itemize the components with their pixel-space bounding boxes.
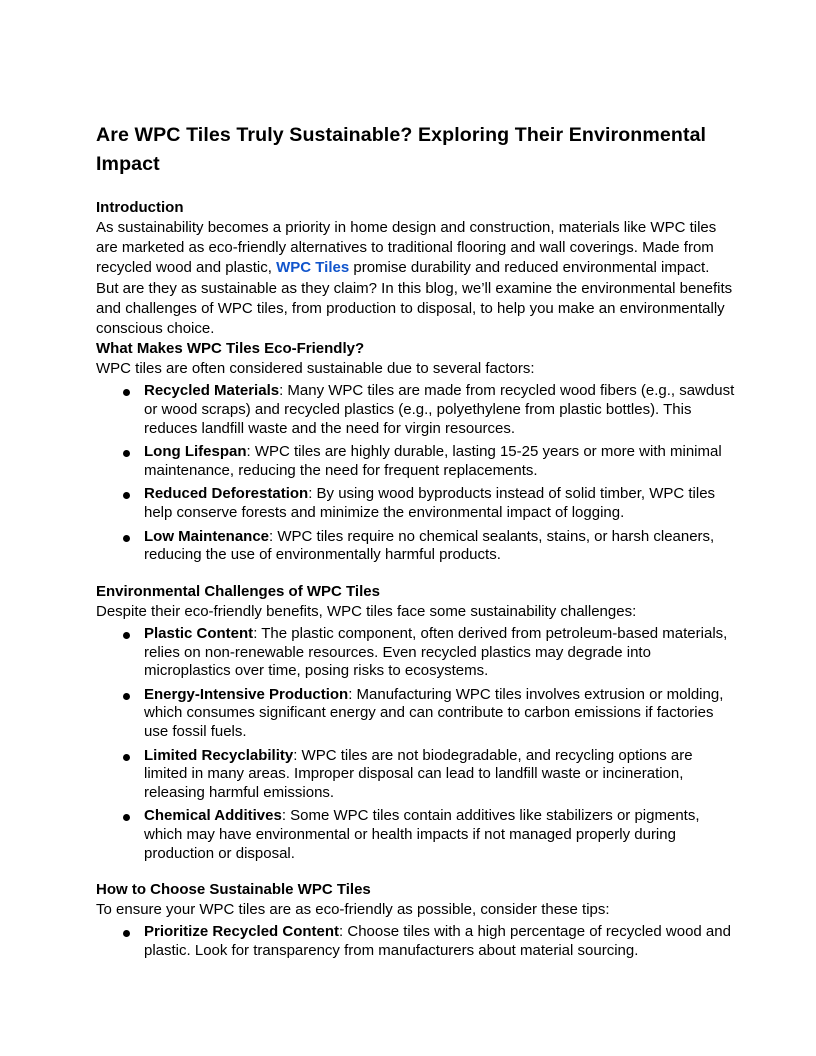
eco-lead: WPC tiles are often considered sustainable due to several factors: <box>96 360 535 378</box>
list-item-text: : WPC tiles require no chemical sealants, stains, or harsh cleaners, reducing the use of environmentally harmful products. <box>144 527 715 564</box>
intro-heading: Introduction <box>96 199 184 216</box>
choose-list <box>96 923 736 960</box>
eco-list <box>96 382 736 564</box>
wpc-tiles-link[interactable]: WPC Tiles <box>276 259 350 277</box>
list-item-term: Prioritize Recycled Content <box>144 923 340 941</box>
list-item-term: Energy-Intensive Production <box>144 685 349 703</box>
document-page <box>96 121 736 965</box>
list-item-text: : WPC tiles are not biodegradable, and recycling options are limited in many areas. Improper disposal can lead to landfill waste or incineration, releasing harmful emissions. <box>144 746 693 801</box>
list-item <box>96 747 736 803</box>
list-item <box>96 528 736 565</box>
intro-text-after-link: promise durability and reduced environmental impact. But are they as sustainable as they claim? In this blog, we’ll examine the environmental benefits and challenges of WPC tiles, from production to disposal, to help you make an environmentally conscious choice. <box>96 259 733 338</box>
bullet-icon <box>123 814 130 821</box>
bullet-icon <box>123 693 130 700</box>
eco-heading: What Makes WPC Tiles Eco-Friendly? <box>96 340 365 358</box>
list-item-text: : WPC tiles are highly durable, lasting 15-25 years or more with minimal maintenance, reducing the need for frequent replacements. <box>144 443 722 479</box>
list-item-term: Chemical Additives <box>144 807 282 825</box>
list-item-text: : Many WPC tiles are made from recycled wood fibers (e.g., sawdust or wood scraps) and recycled plastics (e.g., polyethylene from plastic bottles). This reduces landfill waste and the need for virgin resources. <box>144 382 735 437</box>
bullet-icon <box>123 754 130 761</box>
intro-section <box>96 198 736 339</box>
intro-text-before-link: As sustainability becomes a priority in home design and construction, materials like WPC tiles are marketed as eco-friendly alternatives to traditional flooring and wall coverings. Made from recycled wood and plastic, <box>96 219 717 277</box>
list-item-term: Recycled Materials <box>144 382 280 400</box>
page-title: Are WPC Tiles Truly Sustainable? Exploring Their Environmental Impact <box>96 124 707 175</box>
eco-section <box>96 339 736 565</box>
list-item <box>96 923 736 960</box>
list-item-text: : By using wood byproducts instead of solid timber, WPC tiles help conserve forests and minimize the environmental impact of logging. <box>144 485 716 521</box>
bullet-icon <box>123 389 130 396</box>
choose-heading: How to Choose Sustainable WPC Tiles <box>96 881 371 899</box>
list-item <box>96 807 736 863</box>
spacer <box>96 570 736 582</box>
intro-paragraph <box>96 218 736 339</box>
list-item <box>96 485 736 522</box>
list-item-term: Low Maintenance <box>144 527 270 545</box>
list-item-term: Limited Recyclability <box>144 746 294 764</box>
challenges-list <box>96 625 736 863</box>
list-item-term: Reduced Deforestation <box>144 485 309 503</box>
list-item <box>96 686 736 742</box>
challenges-heading: Environmental Challenges of WPC Tiles <box>96 582 380 600</box>
bullet-icon <box>123 450 130 457</box>
bullet-icon <box>123 632 130 639</box>
list-item-text: : The plastic component, often derived from petroleum-based materials, relies on non-renewable resources. Even recycled plastics may degrade into microplastics over time, posing risks to ecosystems. <box>144 624 728 680</box>
bullet-icon <box>123 930 130 937</box>
list-item-term: Long Lifespan <box>144 443 247 461</box>
challenges-section <box>96 582 736 863</box>
list-item <box>96 625 736 681</box>
list-item-term: Plastic Content <box>144 624 254 642</box>
list-item-text: : Manufacturing WPC tiles involves extrusion or molding, which consumes significant energy and can contribute to carbon emissions if factories use fossil fuels. <box>144 685 724 740</box>
list-item-text: : Some WPC tiles contain additives like stabilizers or pigments, which may have environmental or health impacts if not managed properly during production or disposal. <box>144 807 700 862</box>
challenges-lead: Despite their eco-friendly benefits, WPC tiles face some sustainability challenges: <box>96 602 637 620</box>
list-item <box>96 443 736 480</box>
list-item <box>96 382 736 438</box>
choose-section <box>96 880 736 960</box>
bullet-icon <box>123 492 130 499</box>
choose-lead: To ensure your WPC tiles are as eco-friendly as possible, consider these tips: <box>96 901 610 919</box>
list-item-text: : Choose tiles with a high percentage of recycled wood and plastic. Look for transparency from manufacturers about material sourcing. <box>144 923 731 959</box>
bullet-icon <box>123 535 130 542</box>
spacer <box>96 868 736 880</box>
